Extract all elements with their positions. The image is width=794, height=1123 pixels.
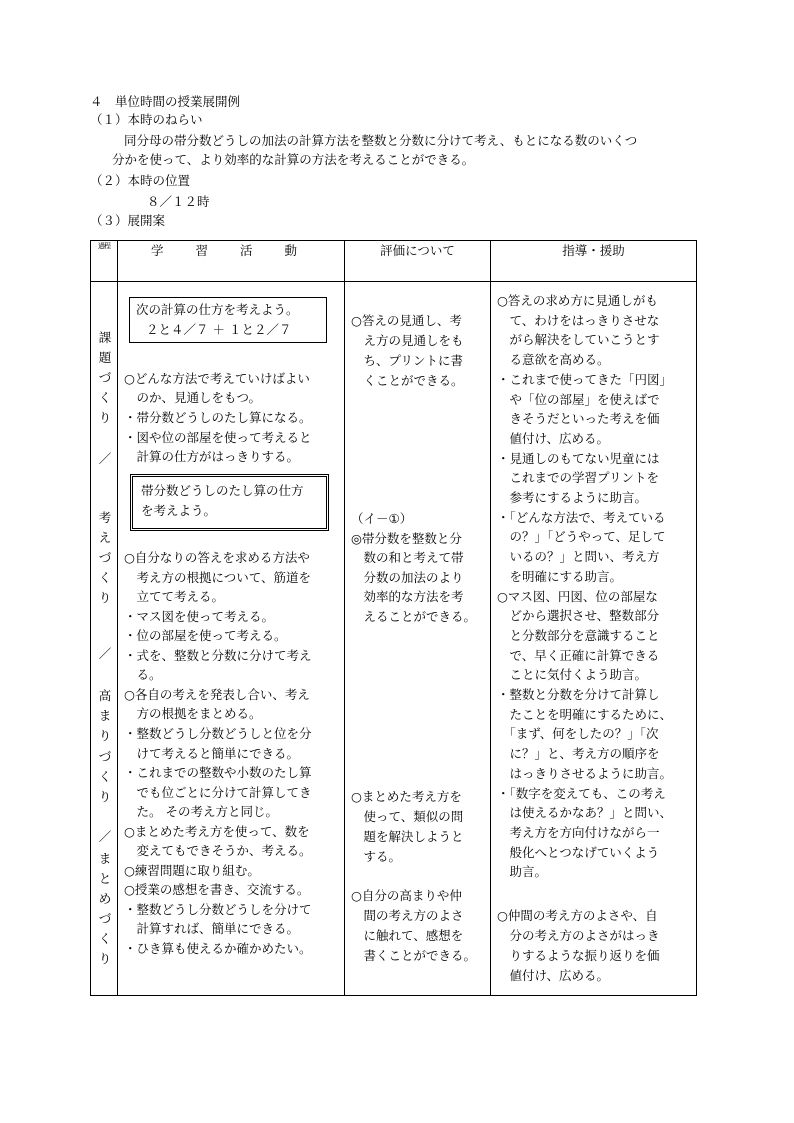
text-line: 題を解決しようと	[351, 829, 464, 844]
text-line: ○練習問題に取り組む。	[124, 862, 260, 878]
text-line: る意欲を高める。	[497, 352, 610, 368]
text-line: ・位の部屋を使って考える。	[124, 628, 287, 644]
activity-line: ・帯分数どうしのたし算になる。	[124, 410, 312, 425]
text-line: ・「どんな方法で、考えている	[497, 509, 666, 525]
text-line: はっきりさせるように助言。	[497, 765, 673, 781]
table-header-row	[91, 241, 697, 282]
evaluation-cell	[345, 282, 491, 996]
goal-box	[130, 474, 329, 531]
lesson-plan-table	[90, 240, 697, 996]
text-line: ○仲間の考え方のよさや、自	[497, 908, 658, 923]
text-line: え方の見通しをも	[351, 333, 464, 348]
text-line: 分数の加法のより	[351, 569, 464, 585]
text-line: ・整数どうし分数どうしを分けて	[124, 901, 312, 917]
text-line: これまでの学習プリントを	[497, 470, 660, 486]
stage-char: ／	[98, 451, 112, 466]
stage-cell	[91, 282, 118, 996]
section-title: ４ 単位時間の授業展開例	[90, 94, 241, 109]
table-body-row	[91, 282, 697, 996]
text-line: ・見通しのもてない児童には	[497, 450, 660, 466]
text-line: 計算すれば、簡単にできる。	[124, 921, 300, 937]
text-line: どから選択させ、整数部分	[497, 608, 660, 624]
text-line: ○授業の感想を書き、交流する。	[124, 882, 310, 898]
aim-label: （１）本時のねらい	[90, 112, 203, 127]
stage-char: り	[98, 789, 112, 804]
activity-line: のか、見通しをもつ。	[124, 390, 262, 405]
stage-char: づ	[98, 911, 112, 926]
text-line: いるの？」と問い、考え方	[497, 549, 660, 565]
text-line: ○マス図、円図、位の部屋な	[497, 588, 658, 604]
header-activity	[118, 241, 345, 282]
activity-line: ○どんな方法で考えていけばよい	[124, 371, 310, 386]
text-line: に？」と、考え方の順序を	[497, 746, 660, 762]
stage-char: え	[98, 530, 112, 545]
aim-line-1: 同分母の帯分数どうしの加法の計算方法を整数と分数に分けて考え、もとになる数のいくつ	[124, 133, 638, 148]
goal-line-1: 帯分数どうしのたし算の仕方	[141, 483, 304, 498]
text-line: ことに気付くよう助言。	[497, 667, 648, 683]
text-line: を明確にする助言。	[497, 568, 623, 584]
stage-char: ま	[98, 851, 112, 866]
text-line: ○まとめた考え方を使って、数を	[124, 823, 310, 839]
text-line: と分数部分を意識すること	[497, 627, 660, 643]
task-line-1: 次の計算の仕方を考えよう。	[136, 302, 299, 317]
text-line: る。	[124, 667, 162, 683]
text-line: きそうだといった考えを価	[497, 411, 660, 427]
text-line: 助言。	[497, 864, 548, 880]
text-line: ○まとめた考え方を	[351, 789, 462, 804]
text-line: 効率的な方法を考	[351, 589, 464, 604]
text-line: ・これまで使ってきた「円図」	[497, 371, 673, 387]
text-line: けて考えると簡単にできる。	[124, 745, 300, 761]
position-label: （２）本時の位置	[90, 173, 191, 188]
text-line: ・これまでの整数や小数のたし算	[124, 765, 312, 781]
text-line: は使えるかなあ？」と問い、	[497, 805, 673, 821]
text-line: に触れて、感想を	[351, 928, 464, 943]
stage-char: 課	[98, 330, 112, 345]
text-line: 考え方を方向付けながら一	[497, 824, 660, 840]
stage-char: め	[98, 891, 112, 906]
aim-line-2: 分かを使って、より効率的な計算の方法を考えることができる。	[112, 152, 475, 167]
text-line: ・ひき算も使えるか確かめたい。	[124, 941, 312, 956]
goal-line-2: を考えよう。	[141, 503, 217, 518]
activity-line: ・図や位の部屋を使って考えると	[124, 430, 312, 445]
text-line: 分の考え方のよさがはっき	[497, 928, 660, 943]
stage-char: づ	[98, 749, 112, 764]
text-line: で、早く正確に計算できる	[497, 647, 660, 663]
text-line: の？」「どうやって、足して	[497, 529, 666, 545]
stage-char: 考	[98, 510, 112, 525]
text-line: 般化へとつなげていくよう	[497, 844, 660, 860]
text-line: や「位の部屋」を使えばで	[497, 391, 660, 407]
text-line: ・「数字を変えても、この考え	[497, 785, 666, 801]
text-line: （イ－①）	[351, 511, 413, 526]
text-line: くことができる。	[351, 373, 464, 388]
position-value: ８／１２時	[147, 194, 210, 209]
stage-char: く	[98, 769, 112, 784]
text-line: 立てて考える。	[124, 589, 225, 605]
text-line: 「まず、何をしたの？」「次	[497, 726, 659, 742]
text-line: ○各自の考えを発表し合い、考え	[124, 686, 310, 702]
text-line: 使って、類似の問	[351, 809, 464, 824]
stage-char: り	[98, 951, 112, 966]
text-line: ◎帯分数を整数と分	[351, 530, 462, 546]
text-line: でも位ごとに分けて計算してき	[124, 784, 312, 800]
header-stage: 過程	[91, 241, 118, 282]
text-line: ○答えの求め方に見通しがも	[497, 293, 658, 308]
text-line: 変えてもできそうか、考える。	[124, 843, 312, 859]
guidance-cell	[491, 282, 697, 996]
stage-char: ／	[98, 829, 112, 844]
text-line: ・式を、整数と分数に分けて考え	[124, 647, 312, 663]
text-line: 考え方の根拠について、筋道を	[124, 569, 312, 585]
text-line: する。	[351, 849, 402, 864]
text-line: 値付け、広める。	[497, 430, 610, 446]
text-line: ○答えの見通し、考	[351, 313, 462, 328]
text-line: えることができる。	[351, 608, 477, 624]
activity-line: 計算の仕方がはっきりする。	[124, 449, 300, 464]
text-line: ・整数と分数を分けて計算し	[497, 687, 660, 702]
stage-char: 高	[98, 688, 112, 703]
header-guidance: 指導・援助	[491, 241, 697, 282]
text-line: りするような振り返りを価	[497, 948, 660, 963]
text-line: 値付け、広める。	[497, 968, 610, 983]
text-line: 数の和と考えて帯	[351, 550, 464, 565]
text-line: て、わけをはっきりさせな	[497, 312, 660, 328]
header-activity-label: 学 習 活 動	[151, 243, 311, 258]
text-line: 書くことができる。	[351, 948, 477, 963]
text-line: がら解決をしていこうとす	[497, 332, 660, 348]
text-line: たことを明確にするために、	[497, 706, 673, 722]
stage-char: 題	[98, 350, 112, 365]
text-line: た。 その考え方と同じ。	[124, 804, 278, 820]
header-evaluation: 評価について	[345, 241, 491, 282]
text-line: ○自分の高まりや仲	[351, 888, 462, 903]
stage-char: り	[98, 410, 112, 425]
text-line: 間の考え方のよさ	[351, 908, 464, 923]
stage-char: ま	[98, 708, 112, 723]
stage-char: く	[98, 931, 112, 946]
stage-char: づ	[98, 370, 112, 385]
text-line: ・整数どうし分数どうしと位を分	[124, 725, 312, 741]
activity-cell	[118, 282, 345, 996]
text-line: ○自分なりの答えを求める方法や	[124, 550, 310, 565]
task-line-2: ２と４／７ ＋ １と２／７	[146, 322, 292, 337]
task-box	[129, 297, 327, 343]
plan-label: （３）展開案	[90, 213, 166, 228]
text-line: ・マス図を使って考える。	[124, 608, 275, 624]
stage-char: り	[98, 728, 112, 743]
text-line: 方の根拠をまとめる。	[124, 706, 262, 722]
stage-char: づ	[98, 550, 112, 565]
stage-char: と	[98, 871, 112, 886]
stage-char: く	[98, 570, 112, 585]
text-line: 参考にするように助言。	[497, 490, 648, 505]
stage-char: り	[98, 590, 112, 605]
stage-char: ／	[98, 646, 112, 661]
stage-char: く	[98, 390, 112, 405]
text-line: ち、プリントに書	[351, 353, 464, 368]
